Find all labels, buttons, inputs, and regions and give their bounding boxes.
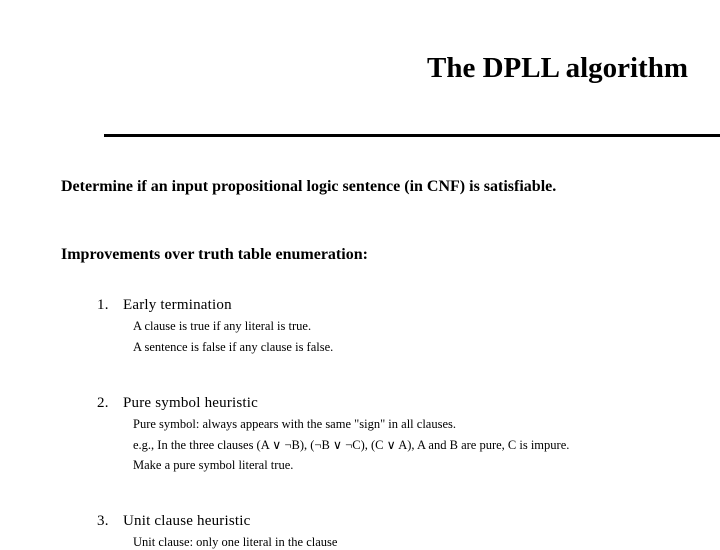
list-item-early-termination: [97, 297, 232, 314]
detail-text: A clause is true if any literal is true.: [133, 319, 312, 333]
list-item-number: 1.: [97, 297, 109, 313]
list-item-pure-symbol: [97, 395, 258, 412]
list-item-label: Pure symbol heuristic: [123, 395, 259, 411]
intro-text: Determine if an input propositional logic sentence (in CNF) is satisfiable.: [61, 178, 557, 195]
slide-title: The DPLL algorithm: [426, 52, 688, 84]
detail-text: Unit clause: only one literal in the clause: [133, 535, 338, 549]
list-item-number: 3.: [97, 513, 109, 529]
detail-text: Make a pure symbol literal true.: [133, 458, 294, 472]
list-item-label: Unit clause heuristic: [123, 513, 251, 529]
list-item-number: 2.: [97, 395, 109, 411]
detail-text: Pure symbol: always appears with the same "sign" in all clauses.: [133, 417, 456, 431]
list-item-unit-clause: [97, 513, 251, 530]
list-item-label: Early termination: [123, 297, 232, 313]
detail-text: e.g., In the three clauses (A ∨ ¬B), (¬B ∨ ¬C), (C ∨ A), A and B are pure, C is impure.: [133, 438, 570, 452]
title-rule: [104, 134, 720, 137]
detail-text: A sentence is false if any clause is false.: [133, 340, 334, 354]
improvements-heading: Improvements over truth table enumeration:: [61, 246, 368, 263]
